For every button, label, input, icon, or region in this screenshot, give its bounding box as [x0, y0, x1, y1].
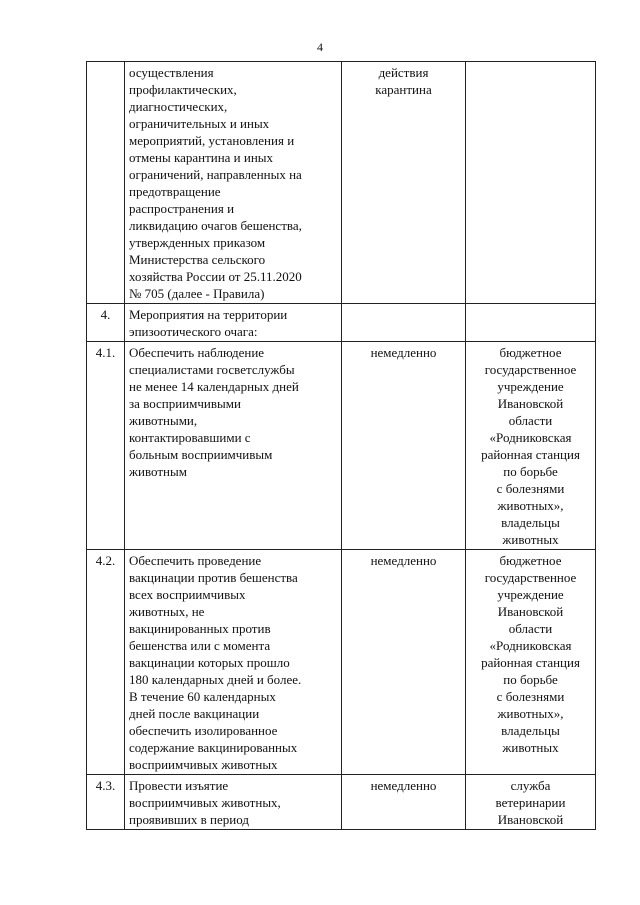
responsible-text [466, 304, 596, 342]
term-text [342, 304, 466, 342]
term-text: действия карантина [342, 62, 466, 304]
term-text: немедленно [342, 775, 466, 830]
row-number: 4.1. [87, 342, 125, 550]
row-number: 4.3. [87, 775, 125, 830]
table-row [87, 550, 596, 775]
responsible-text: бюджетное государственное учреждение Ивановской области «Родниковская районная станция по борьбе с болезнями животных», владельцы животных [466, 550, 596, 775]
table-row [87, 775, 596, 830]
responsible-text: бюджетное государственное учреждение Ивановской области «Родниковская районная станция по борьбе с болезнями животных», владельцы животных [466, 342, 596, 550]
responsible-text: служба ветеринарии Ивановской [466, 775, 596, 830]
measure-text: Обеспечить проведение вакцинации против бешенства всех восприимчивых животных, не вакцинированных против бешенства или с момента вакцинации которых прошло 180 календарных дней и более. В течение 60 календарных дней после вакцинации обеспечить изолированное содержание вакцинированных восприимчивых животных [125, 550, 342, 775]
table-row [87, 342, 596, 550]
term-text: немедленно [342, 550, 466, 775]
row-number: 4.2. [87, 550, 125, 775]
page-number: 4 [317, 40, 323, 54]
measures-table [86, 61, 596, 830]
table-row [87, 304, 596, 342]
responsible-text [466, 62, 596, 304]
measure-text: осуществления профилактических, диагностических, ограничительных и иных мероприятий, установления и отмены карантина и иных ограничений, направленных на предотвращение распространения и ликвидацию очагов бешенства, утвержденных приказом Министерства сельского хозяйства России от 25.11.2020 № 705 (далее - Правила) [125, 62, 342, 304]
table-row [87, 62, 596, 304]
measure-text: Провести изъятие восприимчивых животных, проявивших в период [125, 775, 342, 830]
row-number [87, 62, 125, 304]
measure-text: Обеспечить наблюдение специалистами госветслужбы не менее 14 календарных дней за восприимчивыми животными, контактировавшими с больным восприимчивым животным [125, 342, 342, 550]
measure-text: Мероприятия на территории эпизоотического очага: [125, 304, 342, 342]
term-text: немедленно [342, 342, 466, 550]
row-number: 4. [87, 304, 125, 342]
